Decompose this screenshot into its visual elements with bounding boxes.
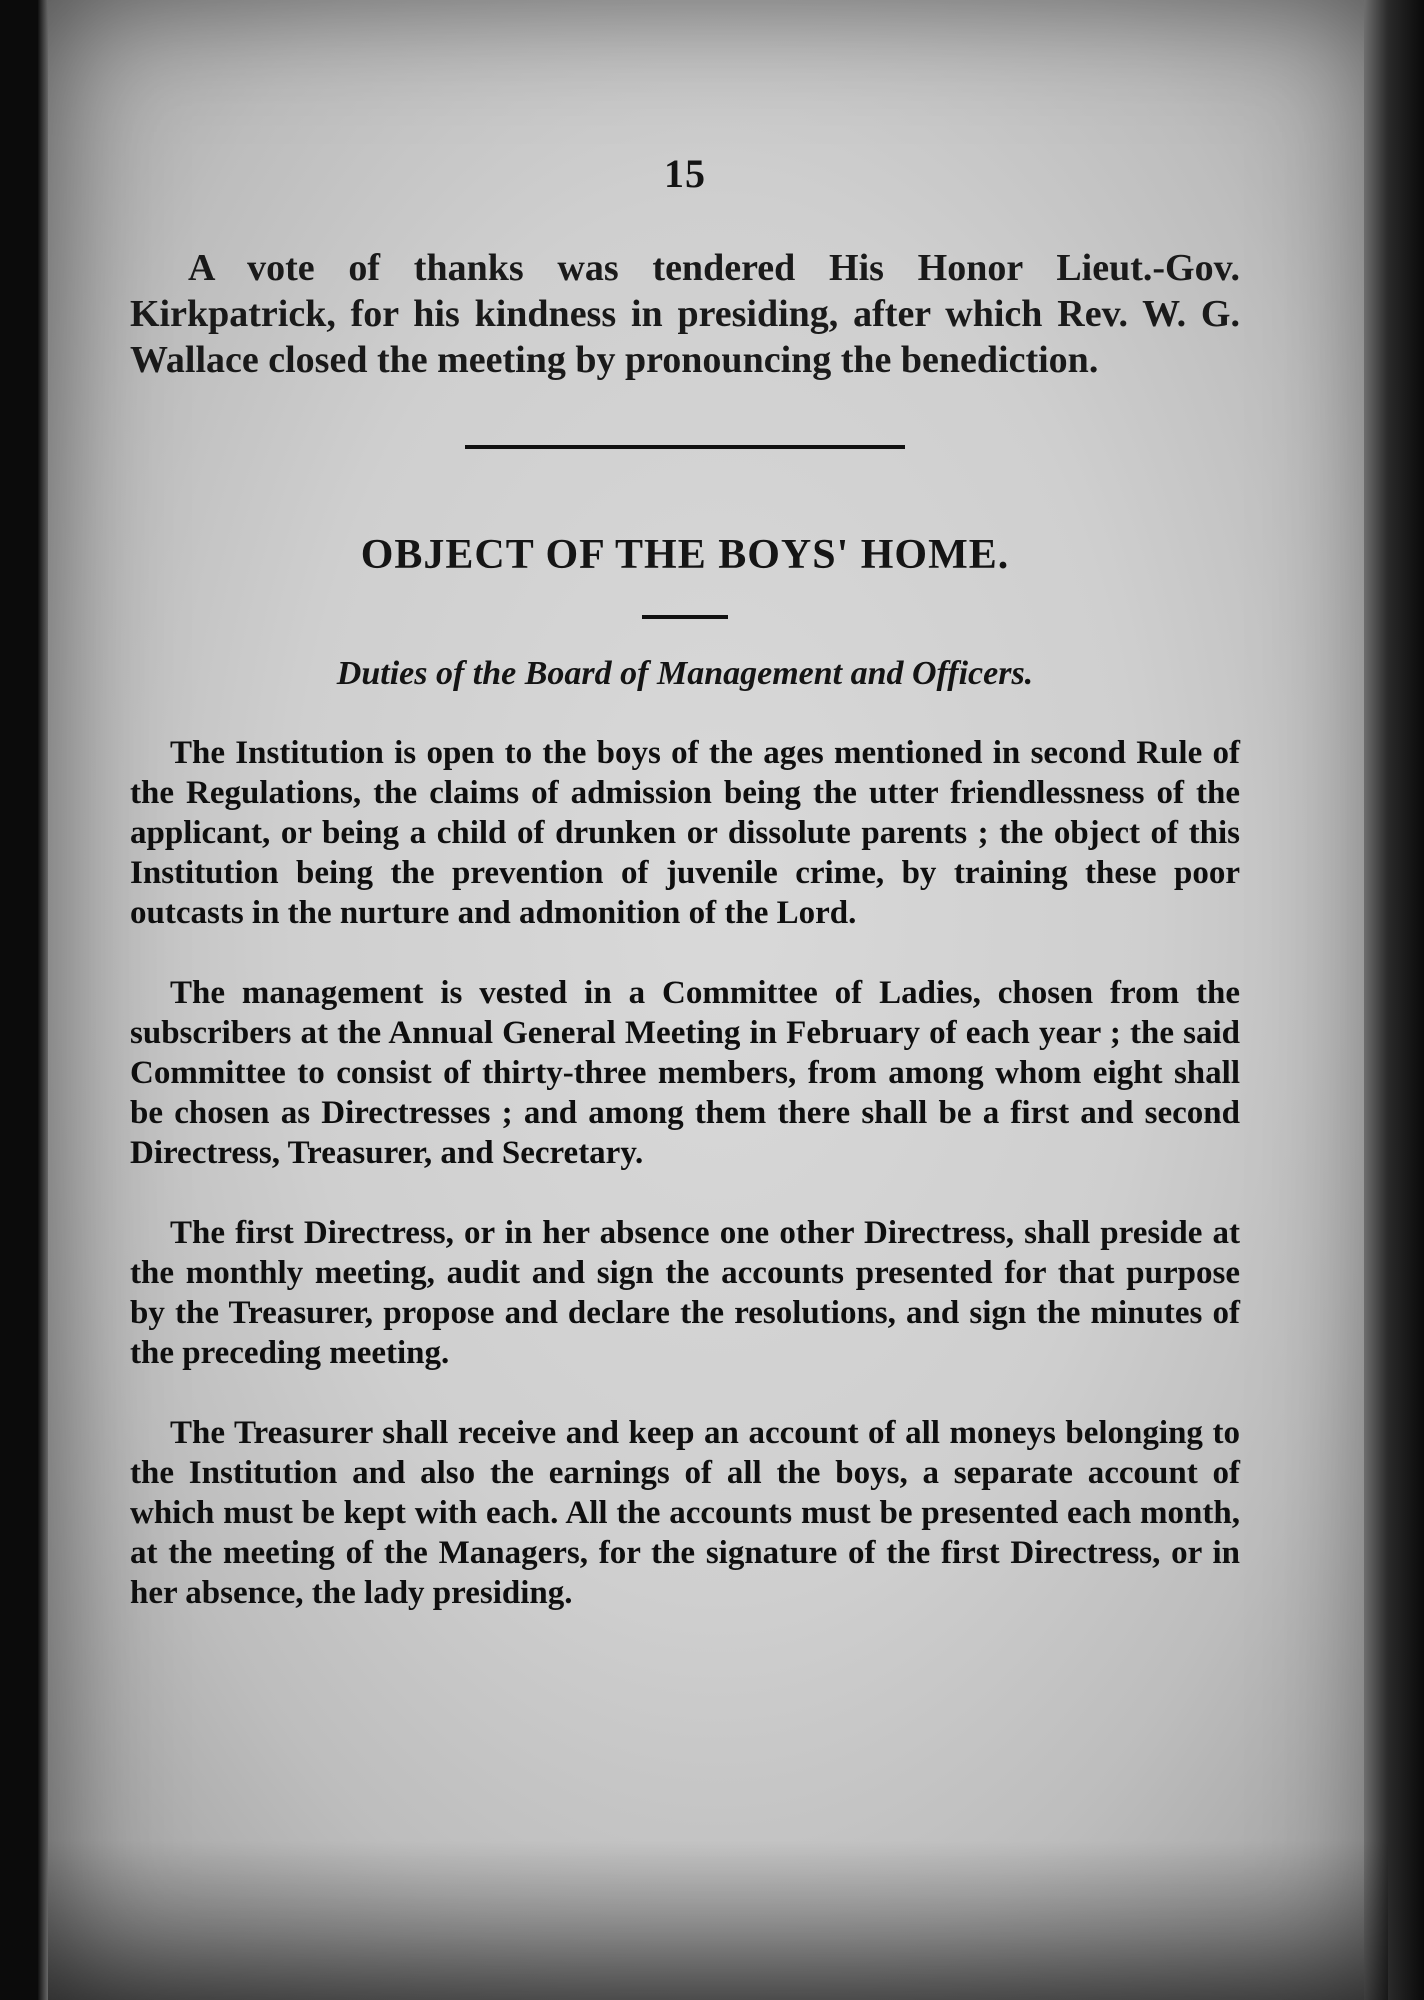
page-number: 15 xyxy=(664,151,706,196)
intro-paragraph: A vote of thanks was tendered His Honor Lieut.-Gov. Kirkpatrick, for his kindness in presiding, after which Rev. W. G. Wallace closed the meeting by pronouncing the benediction. xyxy=(130,247,1240,381)
paragraph-management: The management is vested in a Committee of Ladies, chosen from the subscribers at the Annual General Meeting in February of each year ; the said Committee to consist of thirty-three members, from among whom eight shall be chosen as Directresses ; and among them there shall be a first and second Directress, Treasurer, and Secretary. xyxy=(130,975,1240,1171)
heading-rule xyxy=(642,615,728,619)
page-content xyxy=(130,150,1240,1653)
bottom-shadow xyxy=(48,1840,1388,2000)
book-spine-shadow xyxy=(1364,0,1424,2000)
paragraph-treasurer: The Treasurer shall receive and keep an account of all moneys belonging to the Institution and also the earnings of all the boys, a separate account of which must be kept with each. All the accounts must be presented each month, at the meeting of the Managers, for the signature of the first Directress, or in her absence, the lady presiding. xyxy=(130,1415,1240,1611)
paragraph-first-directress: The first Directress, or in her absence one other Directress, shall preside at the monthly meeting, audit and sign the accounts presented for that purpose by the Treasurer, propose and declare the resolutions, and sign the minutes of the preceding meeting. xyxy=(130,1215,1240,1371)
section-divider xyxy=(465,445,905,449)
section-subheading: Duties of the Board of Management and Officers. xyxy=(336,655,1034,692)
section-heading: OBJECT OF THE BOYS' HOME. xyxy=(360,532,1010,578)
paragraph-institution: The Institution is open to the boys of the ages mentioned in second Rule of the Regulations, the claims of admission being the utter friendlessness of the applicant, or being a child of drunken or dissolute parents ; the object of this Institution being the prevention of juvenile crime, by training these poor outcasts in the nurture and admonition of the Lord. xyxy=(130,735,1240,931)
